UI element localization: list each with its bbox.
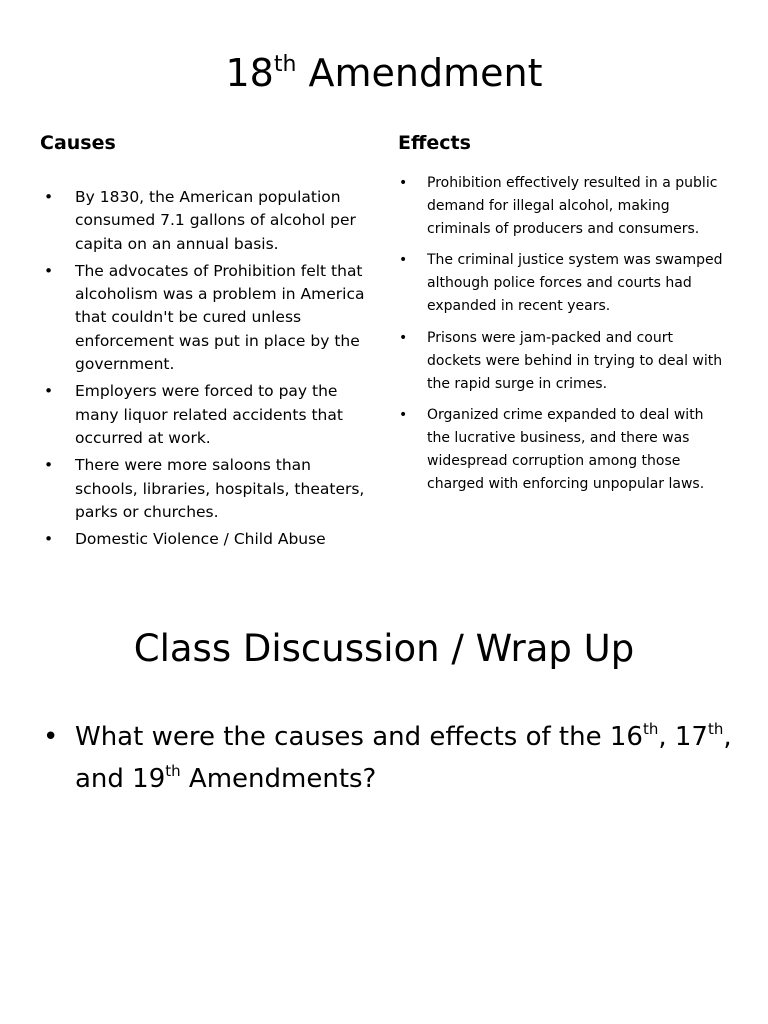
question-text: What were the causes and effects of the 16 (75, 722, 643, 752)
title-superscript: th (273, 52, 297, 77)
question-text: , 17 (658, 722, 708, 752)
question-superscript: th (707, 720, 724, 738)
question-text: , and 19 (75, 722, 732, 794)
causes-item: • By 1830, the American population consumed 7.1 gallons of alcohol per capita on an annual basis. (75, 186, 375, 256)
effects-list (427, 172, 727, 504)
effects-item: • Prisons were jam-packed and court dockets were behind in trying to deal with the rapid surge in crimes. (427, 327, 727, 396)
discussion-question (75, 716, 735, 800)
causes-item: • Domestic Violence / Child Abuse (75, 528, 375, 551)
effects-item: • Prohibition effectively resulted in a public demand for illegal alcohol, making criminals of producers and consumers. (427, 172, 727, 241)
effects-item: • Organized crime expanded to deal with the lucrative business, and there was widespread corruption among those charged with enforcing unpopular laws. (427, 404, 727, 496)
question-superscript: th (642, 720, 659, 738)
discussion-list (75, 716, 735, 800)
effects-heading: Effects (398, 132, 471, 154)
causes-item: • The advocates of Prohibition felt that alcoholism was a problem in America that couldn't be cured unless enforcement was put in place by the government. (75, 260, 375, 376)
causes-item: • Employers were forced to pay the many liquor related accidents that occurred at work. (75, 380, 375, 450)
title-text: Amendment (296, 51, 543, 95)
slide-title-class-discussion: Class Discussion / Wrap Up (133, 627, 635, 670)
causes-item: • There were more saloons than schools, libraries, hospitals, theaters, parks or churches. (75, 454, 375, 524)
causes-list (75, 186, 375, 555)
question-text: Amendments? (180, 764, 377, 794)
causes-heading: Causes (40, 132, 116, 154)
question-superscript: th (165, 762, 181, 780)
effects-item: • The criminal justice system was swamped although police forces and courts had expanded in recent years. (427, 249, 727, 318)
slide-title-18th-amendment (0, 48, 768, 98)
title-number: 18 (225, 51, 274, 95)
